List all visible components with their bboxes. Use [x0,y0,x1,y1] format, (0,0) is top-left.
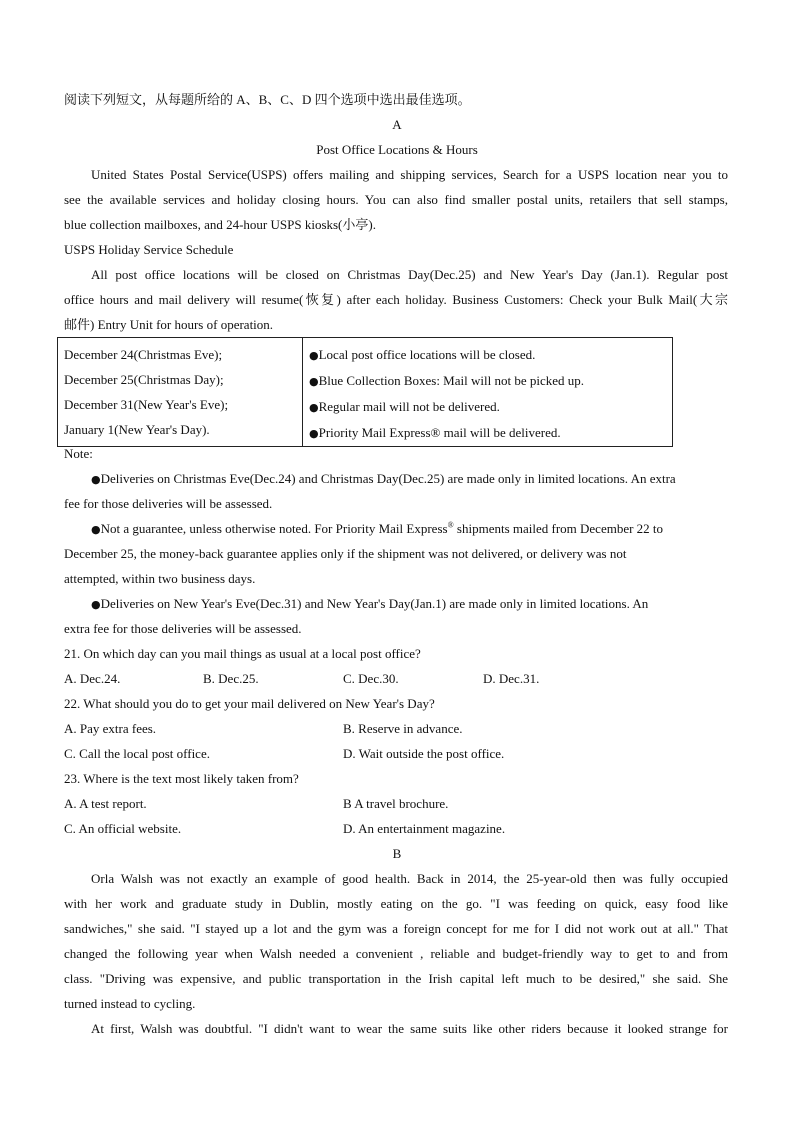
option-23-a: A. A test report. [64,796,147,811]
note-1-line [91,470,676,489]
passage-b-line: with her work and graduate study in Dublin, mostly eating on the go. "I was feeding on quick, easy food like [64,896,728,911]
bullet-icon: ● [309,375,319,388]
passage-b-line: class. "Driving was expensive, and public transportation in the Irish capital left much to be desired," she said. She [64,971,728,986]
option-22-d: D. Wait outside the post office. [343,746,505,761]
bullet-icon: ● [91,473,101,486]
intro-line: see the available services and holiday closing hours. You can also find smaller postal units, retailers that sell stamps, [64,192,728,207]
note-2-line: December 25, the money-back guarantee applies only if the shipment was not delivered, or delivery was not [64,546,627,561]
note-3-line [91,595,648,614]
option-23-d: D. An entertainment magazine. [343,821,506,836]
option-21-d: D. Dec.31. [483,671,540,686]
bullet-icon: ● [91,598,101,611]
question-22: 22. What should you do to get your mail delivered on New Year's Day? [64,696,435,711]
note-label: Note: [64,446,93,461]
holiday-date: January 1(New Year's Day). [64,422,210,437]
holiday-date: December 31(New Year's Eve); [64,397,229,412]
holiday-schedule-table [57,337,673,447]
question-21: 21. On which day can you mail things as usual at a local post office? [64,646,421,661]
passage-b-label: B [392,846,402,861]
holiday-date: December 25(Christmas Day); [64,372,224,387]
bullet-icon: ● [309,401,319,414]
note-2-line: attempted, within two business days. [64,571,256,586]
note-2-text: Not a guarantee, unless otherwise noted. For Priority Mail Express [100,521,448,536]
passage-b-line: At first, Walsh was doubtful. "I didn't want to wear the same suits like other riders because it looked strange for [91,1021,728,1036]
option-21-b: B. Dec.25. [203,671,259,686]
note-1-text: Deliveries on Christmas Eve(Dec.24) and Christmas Day(Dec.25) are made only in limited locations. An extra [100,471,676,486]
option-23-c: C. An official website. [64,821,182,836]
question-23: 23. Where is the text most likely taken from? [64,771,299,786]
option-21-a: A. Dec.24. [64,671,121,686]
holiday-note: Priority Mail Express® mail will be delivered. [318,425,561,440]
schedule-text-line: office hours and mail delivery will resume(恢复) after each holiday. Business Customers: Check your Bulk Mail(大宗 [64,292,728,307]
schedule-text-line: 邮件) Entry Unit for hours of operation. [64,317,274,332]
option-22-c: C. Call the local post office. [64,746,210,761]
note-1-line: fee for those deliveries will be assessed. [64,496,273,511]
intro-line: United States Postal Service(USPS) offers mailing and shipping services, Search for a USPS location near you to [91,167,728,182]
passage-b-line: turned instead to cycling. [64,996,196,1011]
note-2-text: shipments mailed from December 22 to [453,521,664,536]
schedule-text-line: All post office locations will be closed on Christmas Day(Dec.25) and New Year's Day (Jan.1). Regular post [91,267,728,282]
passage-b-line: Orla Walsh was not exactly an example of good health. Back in 2014, the 25-year-old then was fully occupied [91,871,728,886]
option-22-b: B. Reserve in advance. [343,721,463,736]
holiday-note: Regular mail will not be delivered. [318,399,500,414]
passage-b-line: changed the following year when Walsh needed a convenient , reliable and budget-friendly way to get to and from [64,946,728,961]
option-23-b: B A travel brochure. [343,796,449,811]
bullet-icon: ● [91,523,101,536]
passage-b-line: sandwiches," she said. "I stayed up a lot and the gym was a foreign concept for me for I did not work out at all." That [64,921,728,936]
registered-mark: ® [447,520,454,530]
note-2-line [91,520,663,539]
instruction: 阅读下列短文，从每题所给的 A、B、C、D 四个选项中选出最佳选项。 [64,92,471,107]
holiday-notes-cell [303,338,673,447]
holiday-note: Local post office locations will be closed. [318,347,536,362]
bullet-icon: ● [309,349,319,362]
note-3-line: extra fee for those deliveries will be assessed. [64,621,302,636]
note-3-text: Deliveries on New Year's Eve(Dec.31) and New Year's Day(Jan.1) are made only in limited locations. An [100,596,649,611]
holiday-dates-cell [58,338,303,447]
schedule-heading: USPS Holiday Service Schedule [64,242,234,257]
bullet-icon: ● [309,427,319,440]
option-21-c: C. Dec.30. [343,671,399,686]
intro-line: blue collection mailboxes, and 24-hour USPS kiosks(小亭). [64,217,376,232]
holiday-note: Blue Collection Boxes: Mail will not be picked up. [318,373,584,388]
passage-a-label: A [392,117,402,132]
passage-a-title: Post Office Locations & Hours [316,142,478,157]
option-22-a: A. Pay extra fees. [64,721,157,736]
holiday-date: December 24(Christmas Eve); [64,347,223,362]
